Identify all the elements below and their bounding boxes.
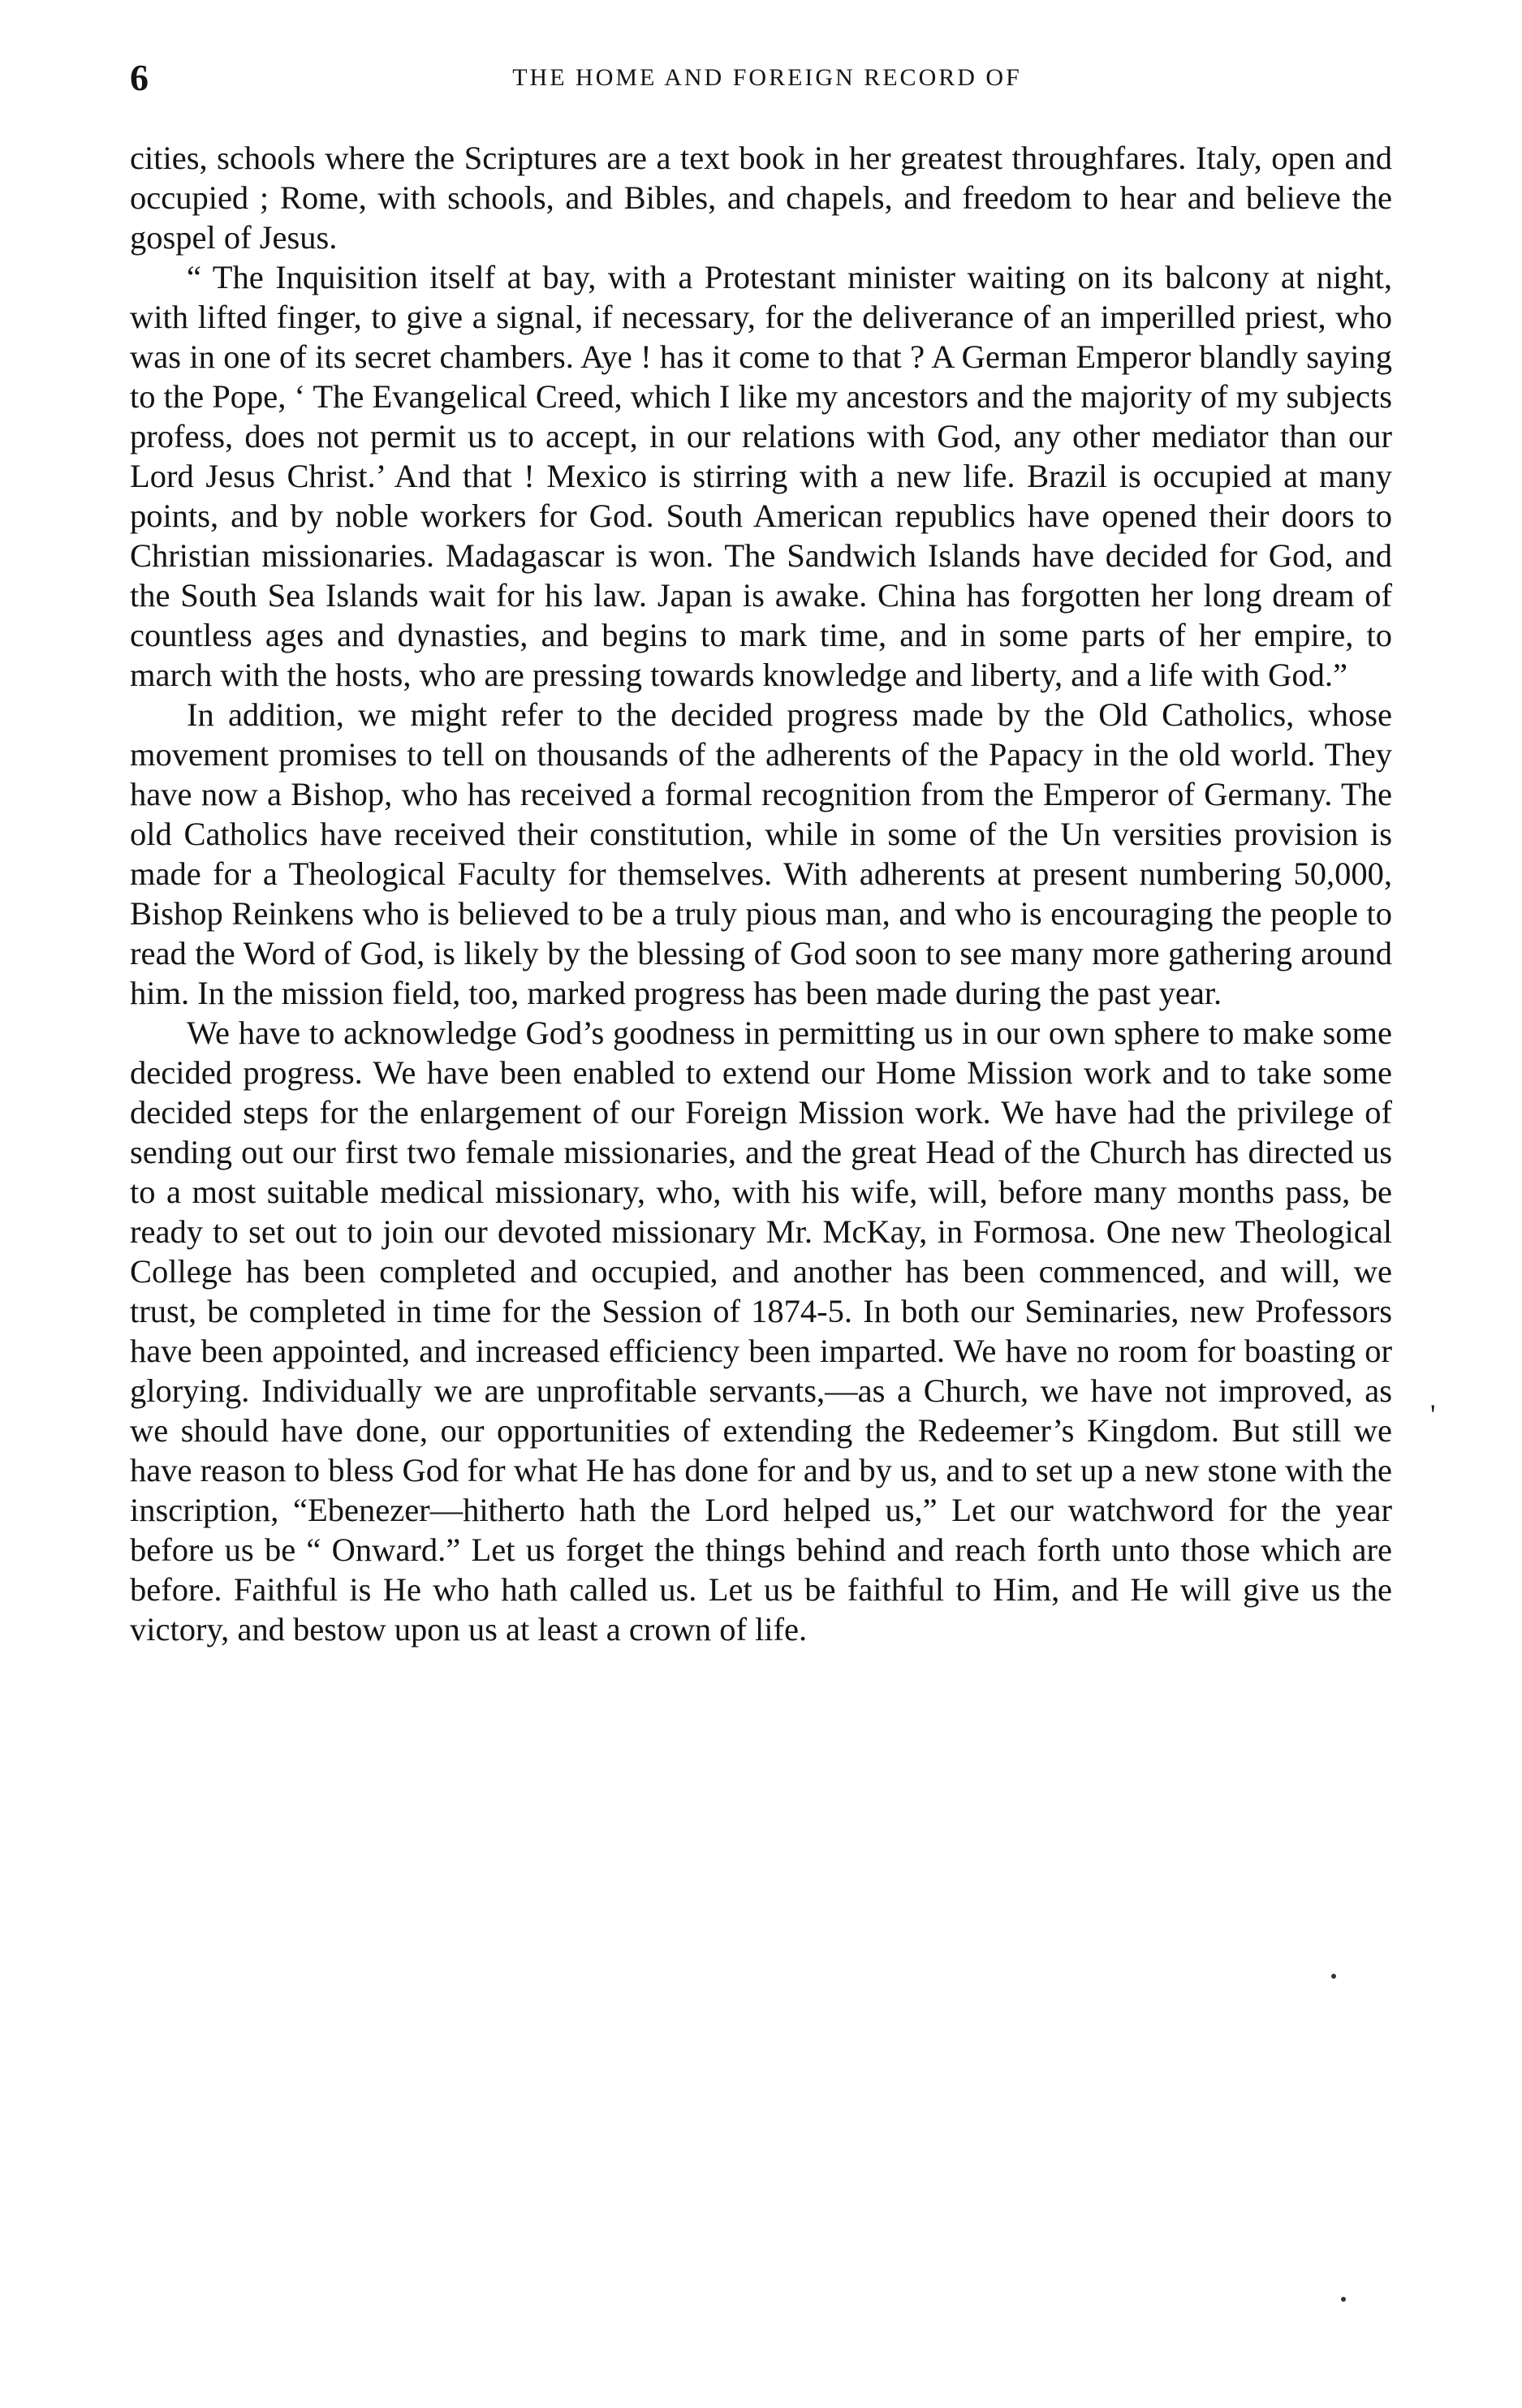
paragraph-1: cities, schools where the Scriptures are a text book in her greatest throughfares. Italy, open and occupied ; Rome, with schools, and Bibles, and chapels, and freedom to hear and believe the gospel of Jesus.: [130, 140, 1392, 256]
paragraph-2: “ The Inquisition itself at bay, with a Protestant minister waiting on its balcony at night, with lifted finger, to give a signal, if necessary, for the deliverance of an imperilled priest, who was in one of its secret chambers. Aye ! has it come to that ? A German Emperor blandly saying to the Pope, ‘ The Evangelical Creed, which I like my ancestors and the majority of my subjects profess, does not permit us to accept, in our relations with God, any other mediator than our Lord Jesus Christ.’ And that ! Mexico is stirring with a new life. Brazil is occupied at many points, and by noble workers for God. South American republics have opened their doors to Christian missionaries. Madagascar is won. The Sandwich Islands have decided for God, and the South Sea Islands wait for his law. Japan is awake. China has forgotten her long dream of countless ages and dynasties, and begins to mark time, and in some parts of her empire, to march with the hosts, who are pressing towards knowledge and liberty, and a life with God.”: [130, 259, 1392, 693]
running-head: THE HOME AND FOREIGN RECORD OF: [512, 64, 1022, 91]
body-text: [130, 138, 1392, 1649]
margin-mark: ': [1430, 1398, 1436, 1431]
speck-mark: [1341, 2297, 1346, 2302]
paragraph-4: We have to acknowledge God’s goodness in permitting us in our own sphere to make some decided progress. We have been enabled to extend our Home Mission work and to take some decided steps for the enlargement of our Foreign Mission work. We have had the privilege of sending out our first two female missionaries, and the great Head of the Church has directed us to a most suitable medical missionary, who, with his wife, will, before many months pass, be ready to set out to join our devoted missionary Mr. McKay, in Formosa. One new Theological College has been completed and occupied, and another has been commenced, and will, we trust, be completed in time for the Session of 1874-5. In both our Seminaries, new Professors have been appointed, and increased efficiency been imparted. We have no room for boasting or glorying. Individually we are unprofitable servants,—as a Church, we have not improved, as we should have done, our opportunities of extending the Redeemer’s Kingdom. But still we have reason to bless God for what He has done for and by us, and to set up a new stone with the inscription, “Ebenezer—hitherto hath the Lord helped us,” Let our watchword for the year before us be “ Onward.” Let us forget the things behind and reach forth unto those which are before. Faithful is He who hath called us. Let us be faithful to Him, and He will give us the victory, and bestow upon us at least a crown of life.: [130, 1014, 1392, 1648]
paragraph-3: In addition, we might refer to the decided progress made by the Old Catholics, whose movement promises to tell on thousands of the adherents of the Papacy in the old world. They have now a Bishop, who has received a formal recognition from the Emperor of Germany. The old Catholics have received their constitution, while in some of the Un versities provision is made for a Theological Faculty for themselves. With adherents at present numbering 50,000, Bishop Reinkens who is believed to be a truly pious man, and who is encouraging the people to read the Word of God, is likely by the blessing of God soon to see many more gathering around him. In the mission field, too, marked progress has been made during the past year.: [130, 696, 1392, 1011]
page-number: 6: [130, 57, 149, 98]
speck-mark: [1331, 1974, 1336, 1979]
page-header: [130, 54, 1404, 102]
